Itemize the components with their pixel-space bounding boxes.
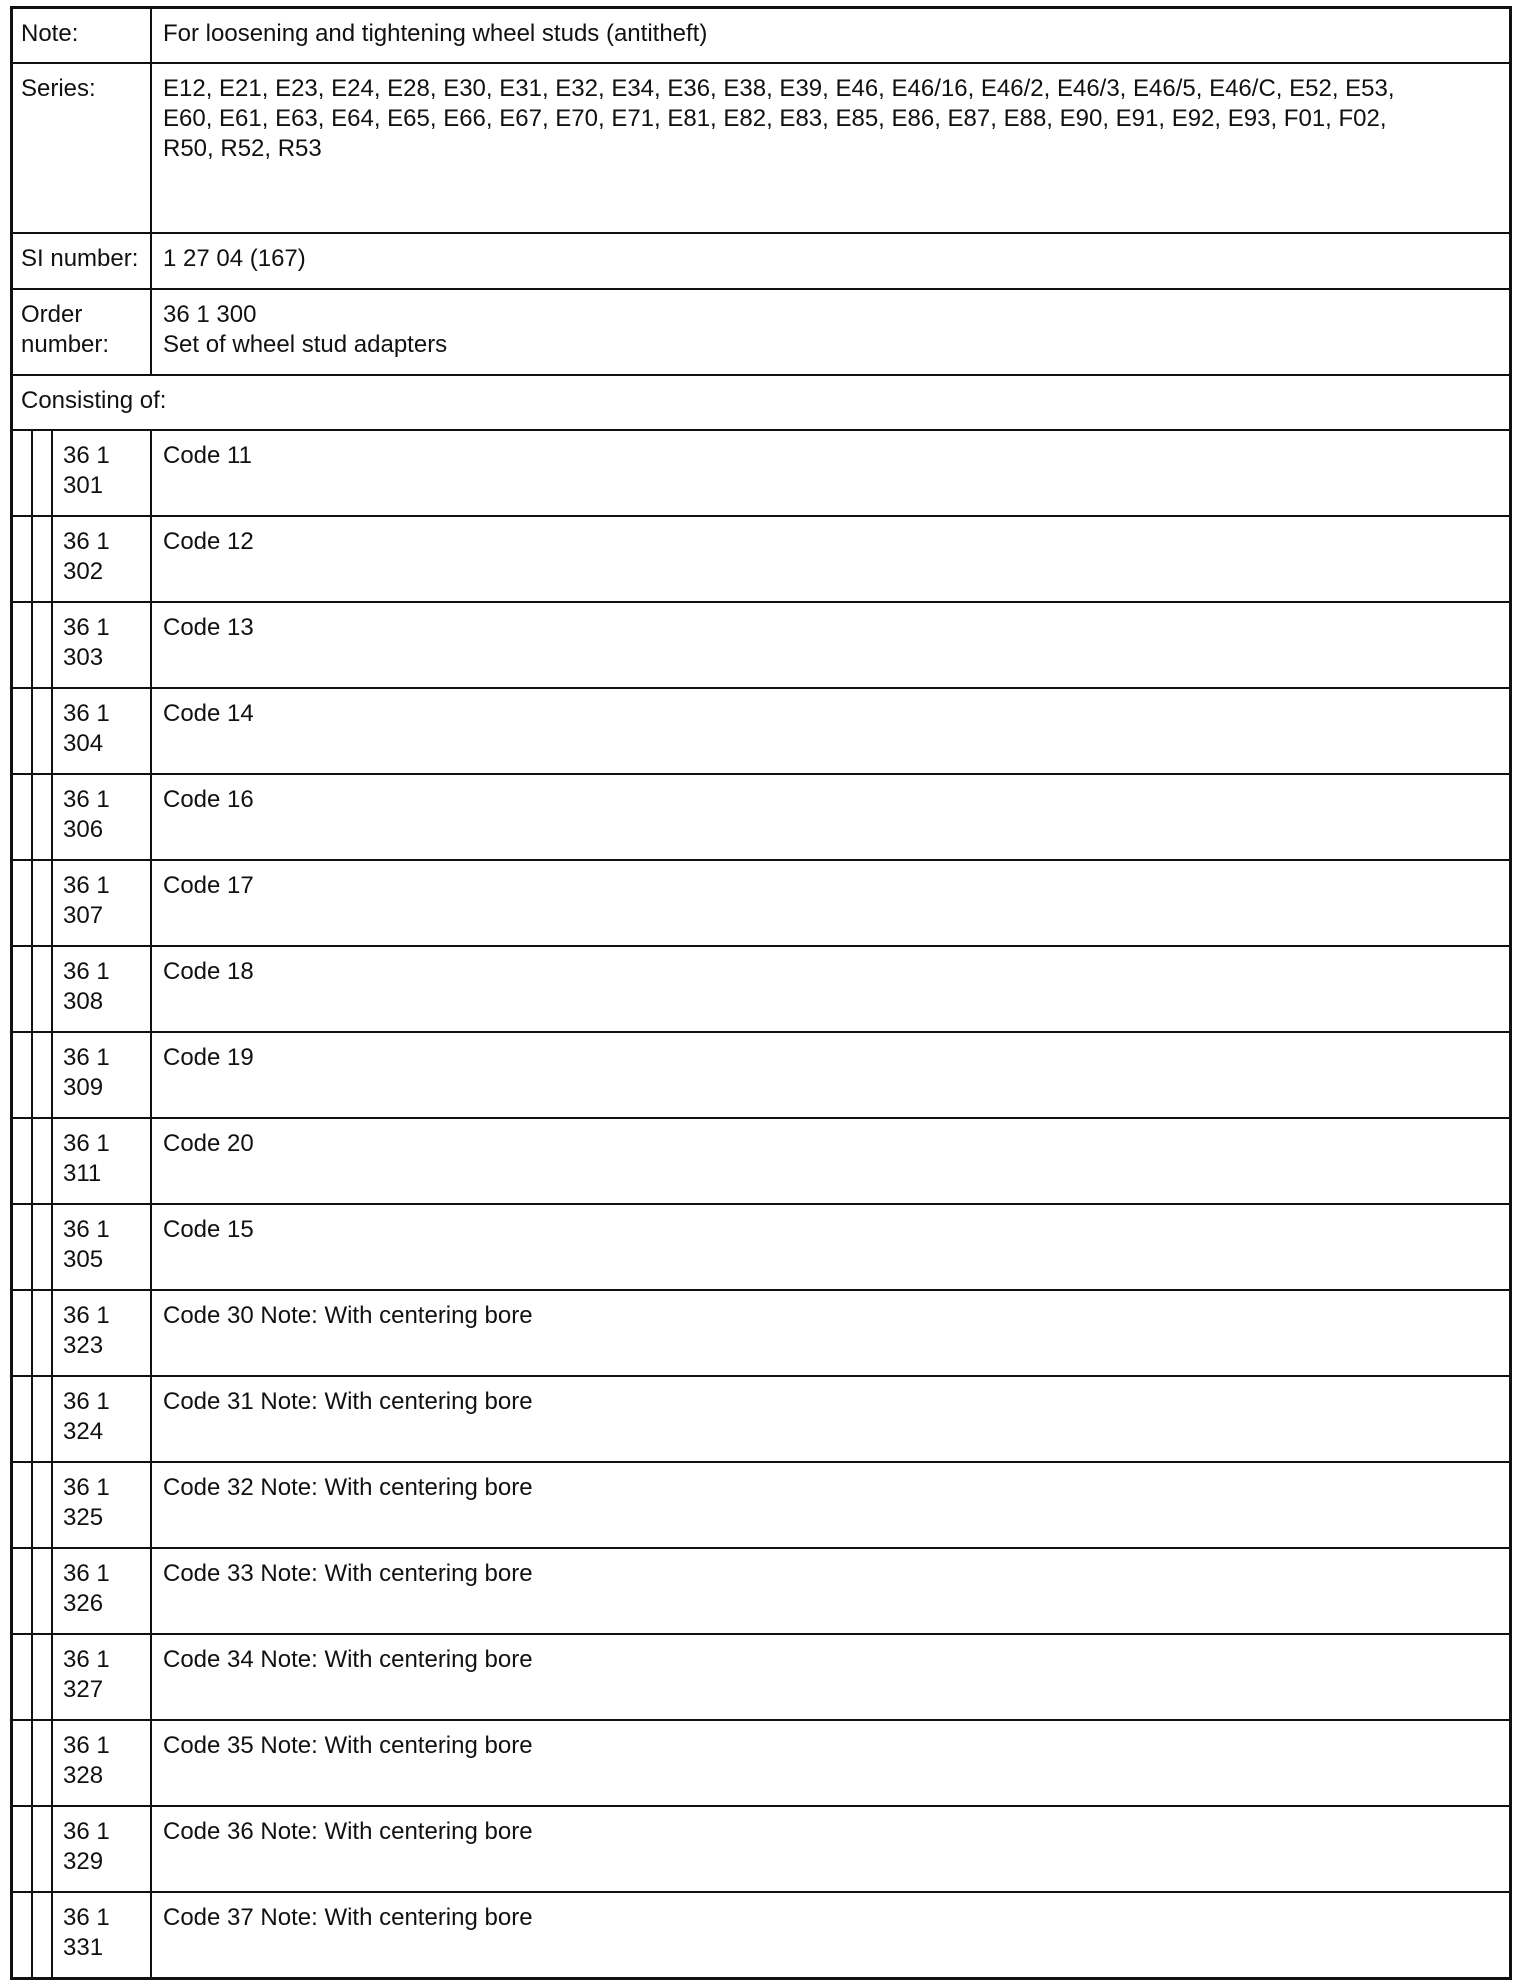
part-number bbox=[53, 947, 152, 1031]
part-number bbox=[53, 431, 152, 515]
si-number-row bbox=[13, 234, 1509, 290]
indent-cell bbox=[13, 1463, 33, 1547]
indent-cell bbox=[13, 689, 33, 773]
indent-cell bbox=[33, 1119, 53, 1203]
part-number-line2: 331 bbox=[63, 1934, 104, 1961]
part-number-line1: 36 1 bbox=[63, 1818, 110, 1845]
indent-cell bbox=[33, 1463, 53, 1547]
series-label: Series: bbox=[13, 64, 152, 232]
table-row bbox=[13, 1033, 1509, 1119]
order-number-label bbox=[13, 290, 152, 374]
part-number bbox=[53, 1119, 152, 1203]
part-description: Code 11 bbox=[163, 442, 252, 469]
part-number-line2: 301 bbox=[63, 472, 104, 499]
part-number-line1: 36 1 bbox=[63, 1044, 110, 1071]
part-description: Code 19 bbox=[163, 1044, 254, 1071]
indent-cell bbox=[13, 861, 33, 945]
table-row bbox=[13, 861, 1509, 947]
indent-cell bbox=[33, 431, 53, 515]
indent-cell bbox=[33, 1377, 53, 1461]
part-number-line2: 324 bbox=[63, 1418, 104, 1445]
series-row bbox=[13, 64, 1509, 234]
part-number-line2: 328 bbox=[63, 1762, 104, 1789]
table-row bbox=[13, 1635, 1509, 1721]
indent-cell bbox=[13, 1807, 33, 1891]
part-description: Code 15 bbox=[163, 1216, 254, 1243]
table-row bbox=[13, 1463, 1509, 1549]
indent-cell bbox=[13, 775, 33, 859]
indent-cell bbox=[13, 1291, 33, 1375]
part-number bbox=[53, 1377, 152, 1461]
indent-cell bbox=[13, 517, 33, 601]
indent-cell bbox=[33, 1033, 53, 1117]
indent-cell bbox=[13, 1033, 33, 1117]
table-row bbox=[13, 1291, 1509, 1377]
part-number bbox=[53, 1291, 152, 1375]
indent-cell bbox=[33, 1291, 53, 1375]
part-description: Code 12 bbox=[163, 528, 254, 555]
part-description: Code 17 bbox=[163, 872, 254, 899]
table-row bbox=[13, 689, 1509, 775]
part-number-line1: 36 1 bbox=[63, 1646, 110, 1673]
indent-cell bbox=[13, 1635, 33, 1719]
si-number-label: SI number: bbox=[13, 234, 152, 288]
indent-cell bbox=[13, 1721, 33, 1805]
part-number bbox=[53, 861, 152, 945]
table-row bbox=[13, 1807, 1509, 1893]
table-row bbox=[13, 1721, 1509, 1807]
table-row bbox=[13, 1119, 1509, 1205]
part-number-line1: 36 1 bbox=[63, 1474, 110, 1501]
part-description: Code 33 Note: With centering bore bbox=[163, 1560, 533, 1587]
series-line: E60, E61, E63, E64, E65, E66, E67, E70, E71, E81, E82, E83, E85, E86, E87, E88, E90, E91, E92, E93, F01, F02, bbox=[163, 105, 1387, 132]
note-label: Note: bbox=[13, 9, 152, 62]
indent-cell bbox=[33, 861, 53, 945]
part-number-line1: 36 1 bbox=[63, 528, 110, 555]
part-number-line1: 36 1 bbox=[63, 1130, 110, 1157]
indent-cell bbox=[33, 689, 53, 773]
order-label-line2: number: bbox=[21, 331, 110, 358]
part-number-line1: 36 1 bbox=[63, 614, 110, 641]
part-description: Code 20 bbox=[163, 1130, 254, 1157]
indent-cell bbox=[33, 1807, 53, 1891]
part-description: Code 16 bbox=[163, 786, 254, 813]
part-number-line2: 325 bbox=[63, 1504, 104, 1531]
table-row bbox=[13, 1893, 1509, 1977]
part-description: Code 18 bbox=[163, 958, 254, 985]
part-number-line2: 305 bbox=[63, 1246, 104, 1273]
tool-spec-table bbox=[10, 6, 1512, 1980]
indent-cell bbox=[33, 603, 53, 687]
part-number-line2: 323 bbox=[63, 1332, 104, 1359]
indent-cell bbox=[33, 775, 53, 859]
si-number-value: 1 27 04 (167) bbox=[163, 245, 306, 272]
part-number bbox=[53, 1549, 152, 1633]
part-number-line1: 36 1 bbox=[63, 700, 110, 727]
indent-cell bbox=[33, 947, 53, 1031]
order-description: Set of wheel stud adapters bbox=[163, 331, 448, 358]
note-value: For loosening and tightening wheel studs (antitheft) bbox=[163, 20, 708, 47]
indent-cell bbox=[33, 517, 53, 601]
table-row bbox=[13, 603, 1509, 689]
indent-cell bbox=[33, 1205, 53, 1289]
part-description: Code 31 Note: With centering bore bbox=[163, 1388, 533, 1415]
note-row bbox=[13, 9, 1509, 64]
indent-cell bbox=[13, 1893, 33, 1977]
part-number-line2: 311 bbox=[63, 1160, 102, 1187]
table-row bbox=[13, 517, 1509, 603]
part-number-line1: 36 1 bbox=[63, 1388, 110, 1415]
part-number-line2: 309 bbox=[63, 1074, 104, 1101]
indent-cell bbox=[13, 1377, 33, 1461]
table-row bbox=[13, 1549, 1509, 1635]
part-number bbox=[53, 603, 152, 687]
part-number-line2: 304 bbox=[63, 730, 104, 757]
part-number-line2: 326 bbox=[63, 1590, 104, 1617]
part-number bbox=[53, 689, 152, 773]
part-number bbox=[53, 1807, 152, 1891]
part-description: Code 32 Note: With centering bore bbox=[163, 1474, 533, 1501]
part-number-line1: 36 1 bbox=[63, 786, 110, 813]
indent-cell bbox=[33, 1635, 53, 1719]
part-number-line2: 308 bbox=[63, 988, 104, 1015]
indent-cell bbox=[33, 1549, 53, 1633]
series-line: E12, E21, E23, E24, E28, E30, E31, E32, E34, E36, E38, E39, E46, E46/16, E46/2, E46/3, E46/5, E46/C, E52, E53, bbox=[163, 75, 1395, 102]
indent-cell bbox=[13, 1119, 33, 1203]
items-list bbox=[13, 431, 1509, 1977]
part-description: Code 13 bbox=[163, 614, 254, 641]
indent-cell bbox=[33, 1721, 53, 1805]
part-number-line1: 36 1 bbox=[63, 1560, 110, 1587]
part-description: Code 37 Note: With centering bore bbox=[163, 1904, 533, 1931]
table-row bbox=[13, 775, 1509, 861]
part-number bbox=[53, 1721, 152, 1805]
table-row bbox=[13, 947, 1509, 1033]
part-number bbox=[53, 1893, 152, 1977]
part-description: Code 35 Note: With centering bore bbox=[163, 1732, 533, 1759]
order-number-value bbox=[152, 290, 1509, 374]
indent-cell bbox=[33, 1893, 53, 1977]
order-number: 36 1 300 bbox=[163, 301, 257, 328]
part-number-line2: 329 bbox=[63, 1848, 104, 1875]
part-number-line1: 36 1 bbox=[63, 958, 110, 985]
table-row bbox=[13, 431, 1509, 517]
part-number-line1: 36 1 bbox=[63, 442, 110, 469]
part-description: Code 30 Note: With centering bore bbox=[163, 1302, 533, 1329]
part-number-line2: 306 bbox=[63, 816, 104, 843]
series-line: R50, R52, R53 bbox=[163, 135, 322, 162]
part-number bbox=[53, 1205, 152, 1289]
indent-cell bbox=[13, 947, 33, 1031]
part-number-line2: 303 bbox=[63, 644, 104, 671]
part-number-line1: 36 1 bbox=[63, 872, 110, 899]
part-number-line1: 36 1 bbox=[63, 1302, 110, 1329]
table-row bbox=[13, 1205, 1509, 1291]
order-label-line1: Order bbox=[21, 301, 83, 328]
table-row bbox=[13, 1377, 1509, 1463]
part-number bbox=[53, 517, 152, 601]
part-number-line1: 36 1 bbox=[63, 1216, 110, 1243]
part-number-line2: 302 bbox=[63, 558, 104, 585]
indent-cell bbox=[13, 603, 33, 687]
part-description: Code 36 Note: With centering bore bbox=[163, 1818, 533, 1845]
part-number-line1: 36 1 bbox=[63, 1732, 110, 1759]
part-number bbox=[53, 775, 152, 859]
indent-cell bbox=[13, 431, 33, 515]
indent-cell bbox=[13, 1549, 33, 1633]
order-number-row bbox=[13, 290, 1509, 376]
consisting-of-label: Consisting of: bbox=[21, 387, 167, 414]
part-number-line2: 307 bbox=[63, 902, 104, 929]
part-number bbox=[53, 1463, 152, 1547]
part-description: Code 34 Note: With centering bore bbox=[163, 1646, 533, 1673]
consisting-of-row bbox=[13, 376, 1509, 431]
indent-cell bbox=[13, 1205, 33, 1289]
part-description: Code 14 bbox=[163, 700, 254, 727]
part-number-line2: 327 bbox=[63, 1676, 104, 1703]
part-number bbox=[53, 1635, 152, 1719]
series-value bbox=[152, 64, 1509, 232]
part-number bbox=[53, 1033, 152, 1117]
part-number-line1: 36 1 bbox=[63, 1904, 110, 1931]
